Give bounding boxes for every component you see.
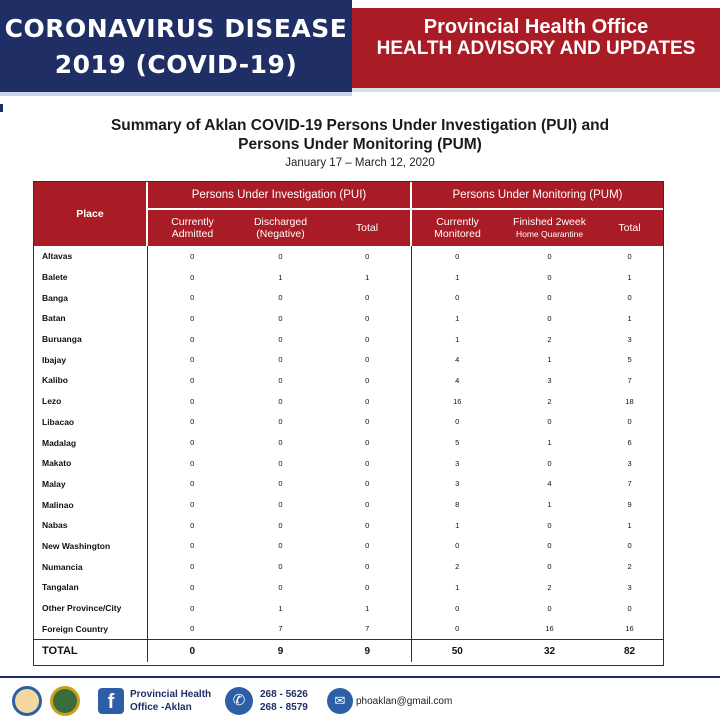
place-header: Place bbox=[34, 182, 147, 246]
footer-divider bbox=[0, 676, 720, 678]
pui-discharged-cell: 0 bbox=[278, 438, 283, 448]
email-address: phoaklan@gmail.com bbox=[356, 696, 453, 707]
pui-discharged-cell: 0 bbox=[278, 417, 283, 427]
document-title-line2: Persons Under Monitoring (PUM) bbox=[238, 136, 482, 153]
table-row bbox=[34, 370, 663, 391]
pui-discharged-cell: 0 bbox=[278, 562, 283, 572]
pui-currently-admitted-cell: 0 bbox=[147, 640, 237, 663]
pum-finished-quarantine-cell: 3 bbox=[547, 375, 552, 385]
pum-total-cell: 7 bbox=[627, 479, 632, 489]
table-row bbox=[34, 577, 663, 598]
place-name: Altavas bbox=[34, 246, 147, 267]
pum-currently-monitored-cell: 0 bbox=[455, 541, 460, 551]
pum-finished-quarantine-cell: 16 bbox=[545, 624, 554, 634]
pui-currently-admitted-cell: 0 bbox=[190, 396, 195, 406]
pum-total-cell: 5 bbox=[627, 355, 632, 365]
covid-title-banner bbox=[0, 0, 352, 96]
table-row bbox=[34, 474, 663, 495]
pui-discharged-cell: 0 bbox=[278, 375, 283, 385]
phone-icon: ✆ bbox=[225, 687, 253, 715]
pui-currently-admitted-cell: 0 bbox=[190, 582, 195, 592]
pum-currently-monitored-cell: 1 bbox=[455, 520, 460, 530]
col-finished-quarantine bbox=[503, 209, 596, 246]
pum-group-header: Persons Under Monitoring (PUM) bbox=[411, 182, 663, 209]
header bbox=[0, 0, 720, 100]
pum-total-cell: 16 bbox=[625, 624, 634, 634]
place-name: Buruanga bbox=[34, 329, 147, 350]
table-row bbox=[34, 618, 663, 639]
place-name: Makato bbox=[34, 453, 147, 474]
pui-discharged-cell: 0 bbox=[278, 334, 283, 344]
col-discharged-line2: (Negative) bbox=[256, 228, 305, 240]
pui-discharged-cell: 0 bbox=[278, 251, 283, 261]
table-row bbox=[34, 349, 663, 370]
pum-currently-monitored-cell: 8 bbox=[455, 500, 460, 510]
table-row bbox=[34, 598, 663, 619]
pum-total-cell: 0 bbox=[627, 251, 632, 261]
col-currently-monitored-line1: Currently bbox=[436, 216, 479, 228]
banner-title-line1: CORONAVIRUS DISEASE bbox=[4, 14, 348, 43]
place-name: Tangalan bbox=[34, 577, 147, 598]
table-row bbox=[34, 556, 663, 577]
facebook-page-line2: Office -Aklan bbox=[130, 702, 192, 713]
pui-discharged-cell: 0 bbox=[278, 582, 283, 592]
pum-finished-quarantine-cell: 1 bbox=[547, 438, 552, 448]
table-row bbox=[34, 412, 663, 433]
pum-currently-monitored-cell: 0 bbox=[455, 624, 460, 634]
total-label: TOTAL bbox=[34, 640, 147, 663]
office-name: Provincial Health Office bbox=[423, 16, 649, 38]
pui-discharged-cell: 0 bbox=[278, 293, 283, 303]
pui-total-cell: 0 bbox=[324, 515, 411, 536]
pui-total-cell: 7 bbox=[324, 618, 411, 639]
pum-currently-monitored-cell: 3 bbox=[455, 458, 460, 468]
pum-currently-monitored-cell: 4 bbox=[455, 355, 460, 365]
pum-total-cell: 0 bbox=[627, 603, 632, 613]
pui-currently-admitted-cell: 0 bbox=[190, 313, 195, 323]
pum-currently-monitored-cell: 1 bbox=[455, 334, 460, 344]
province-seal-icon bbox=[12, 686, 42, 716]
place-name: Nabas bbox=[34, 515, 147, 536]
col-currently-admitted bbox=[147, 209, 237, 246]
date-range: January 17 – March 12, 2020 bbox=[285, 157, 435, 169]
pui-discharged-cell: 0 bbox=[278, 500, 283, 510]
pui-currently-admitted-cell: 0 bbox=[190, 438, 195, 448]
pui-total-cell: 0 bbox=[324, 370, 411, 391]
place-name: Malinao bbox=[34, 494, 147, 515]
pum-total-cell: 3 bbox=[627, 334, 632, 344]
pui-discharged-cell: 9 bbox=[237, 640, 324, 663]
pui-discharged-cell: 0 bbox=[278, 396, 283, 406]
pui-discharged-cell: 0 bbox=[278, 313, 283, 323]
pum-finished-quarantine-cell: 4 bbox=[547, 479, 552, 489]
pum-total-cell: 18 bbox=[625, 396, 634, 406]
document-title-line1: Summary of Aklan COVID-19 Persons Under Investigation (PUI) and bbox=[110, 117, 610, 134]
table-row bbox=[34, 432, 663, 453]
banner-title-line2: 2019 (COVID-19) bbox=[54, 50, 298, 79]
place-name: Kalibo bbox=[34, 370, 147, 391]
pui-total-cell: 9 bbox=[324, 640, 411, 663]
col-discharged bbox=[237, 209, 324, 246]
pum-total-cell: 7 bbox=[627, 375, 632, 385]
col-pui-total: Total bbox=[324, 209, 411, 246]
pum-currently-monitored-cell: 0 bbox=[455, 293, 460, 303]
pum-finished-quarantine-cell: 0 bbox=[547, 603, 552, 613]
pui-currently-admitted-cell: 0 bbox=[190, 479, 195, 489]
place-name: Malay bbox=[34, 474, 147, 495]
pum-total-cell: 9 bbox=[627, 500, 632, 510]
table-row bbox=[34, 267, 663, 288]
pum-total-cell: 1 bbox=[627, 272, 632, 282]
table-row bbox=[34, 536, 663, 557]
pui-currently-admitted-cell: 0 bbox=[190, 334, 195, 344]
pum-currently-monitored-cell: 4 bbox=[455, 375, 460, 385]
health-office-seal-icon bbox=[50, 686, 80, 716]
pum-currently-monitored-cell: 1 bbox=[455, 313, 460, 323]
advisory-title: HEALTH ADVISORY AND UPDATES bbox=[376, 38, 696, 59]
pui-discharged-cell: 0 bbox=[278, 541, 283, 551]
pui-currently-admitted-cell: 0 bbox=[190, 251, 195, 261]
place-name: Numancia bbox=[34, 556, 147, 577]
pui-total-cell: 0 bbox=[324, 329, 411, 350]
pum-total-cell: 1 bbox=[627, 520, 632, 530]
pum-currently-monitored-cell: 1 bbox=[455, 272, 460, 282]
place-name: Libacao bbox=[34, 412, 147, 433]
place-name: Madalag bbox=[34, 432, 147, 453]
pum-finished-quarantine-cell: 2 bbox=[547, 334, 552, 344]
pui-total-cell: 0 bbox=[324, 494, 411, 515]
pui-total-cell: 0 bbox=[324, 287, 411, 308]
facebook-page-line1: Provincial Health bbox=[130, 689, 212, 700]
pui-group-header: Persons Under Investigation (PUI) bbox=[147, 182, 411, 209]
table-row bbox=[34, 494, 663, 515]
phone-number-2: 268 - 8579 bbox=[260, 702, 308, 713]
pum-currently-monitored-cell: 0 bbox=[455, 251, 460, 261]
place-name: New Washington bbox=[34, 536, 147, 557]
pum-finished-quarantine-cell: 0 bbox=[547, 417, 552, 427]
document-title bbox=[60, 116, 660, 154]
pui-currently-admitted-cell: 0 bbox=[190, 562, 195, 572]
pui-currently-admitted-cell: 0 bbox=[190, 541, 195, 551]
pum-finished-quarantine-cell: 0 bbox=[547, 458, 552, 468]
col-finished-quarantine-line2: Home Quarantine bbox=[515, 229, 584, 239]
pum-total-cell: 0 bbox=[627, 293, 632, 303]
facebook-icon: f bbox=[98, 688, 124, 714]
pui-total-cell: 0 bbox=[324, 308, 411, 329]
pui-total-cell: 0 bbox=[324, 432, 411, 453]
pum-total-cell: 2 bbox=[627, 562, 632, 572]
pui-discharged-cell: 7 bbox=[278, 624, 283, 634]
pum-total-cell: 3 bbox=[627, 458, 632, 468]
pum-finished-quarantine-cell: 0 bbox=[547, 520, 552, 530]
pui-total-cell: 0 bbox=[324, 536, 411, 557]
pui-currently-admitted-cell: 0 bbox=[190, 355, 195, 365]
pui-total-cell: 1 bbox=[324, 598, 411, 619]
pum-total-cell: 0 bbox=[627, 541, 632, 551]
col-finished-quarantine-line1: Finished 2week bbox=[513, 216, 586, 228]
pui-discharged-cell: 1 bbox=[278, 603, 283, 613]
pum-total-cell: 82 bbox=[596, 640, 663, 663]
pui-total-cell: 1 bbox=[324, 267, 411, 288]
pum-finished-quarantine-cell: 0 bbox=[547, 251, 552, 261]
table-row bbox=[34, 246, 663, 267]
pui-currently-admitted-cell: 0 bbox=[190, 272, 195, 282]
pui-currently-admitted-cell: 0 bbox=[190, 520, 195, 530]
table-row bbox=[34, 287, 663, 308]
summary-table-container bbox=[33, 181, 664, 666]
place-name: Banga bbox=[34, 287, 147, 308]
table-row bbox=[34, 515, 663, 536]
pui-discharged-cell: 1 bbox=[278, 272, 283, 282]
table-row bbox=[34, 453, 663, 474]
pum-finished-quarantine-cell: 2 bbox=[547, 582, 552, 592]
pui-total-cell: 0 bbox=[324, 391, 411, 412]
table-row bbox=[34, 308, 663, 329]
pui-discharged-cell: 0 bbox=[278, 479, 283, 489]
pui-discharged-cell: 0 bbox=[278, 520, 283, 530]
summary-table bbox=[34, 182, 663, 662]
place-name: Batan bbox=[34, 308, 147, 329]
pum-currently-monitored-cell: 5 bbox=[455, 438, 460, 448]
pum-currently-monitored-cell: 0 bbox=[455, 603, 460, 613]
pui-discharged-cell: 0 bbox=[278, 355, 283, 365]
place-name: Lezo bbox=[34, 391, 147, 412]
pum-finished-quarantine-cell: 32 bbox=[503, 640, 596, 663]
place-name: Balete bbox=[34, 267, 147, 288]
total-row bbox=[34, 640, 663, 663]
table-row bbox=[34, 329, 663, 350]
pum-currently-monitored-cell: 50 bbox=[411, 640, 503, 663]
pum-finished-quarantine-cell: 0 bbox=[547, 293, 552, 303]
pui-currently-admitted-cell: 0 bbox=[190, 624, 195, 634]
pui-total-cell: 0 bbox=[324, 246, 411, 267]
pum-currently-monitored-cell: 2 bbox=[455, 562, 460, 572]
table-row bbox=[34, 391, 663, 412]
pui-currently-admitted-cell: 0 bbox=[190, 417, 195, 427]
place-name: Foreign Country bbox=[34, 618, 147, 639]
pum-total-cell: 0 bbox=[627, 417, 632, 427]
col-discharged-line1: Discharged bbox=[253, 216, 308, 228]
pum-finished-quarantine-cell: 0 bbox=[547, 541, 552, 551]
pui-discharged-cell: 0 bbox=[278, 458, 283, 468]
table-body bbox=[34, 246, 663, 662]
pui-currently-admitted-cell: 0 bbox=[190, 458, 195, 468]
col-currently-monitored-line2: Monitored bbox=[434, 228, 481, 240]
email-icon: ✉ bbox=[327, 688, 353, 714]
phone-number-1: 268 - 5626 bbox=[260, 689, 308, 700]
pum-finished-quarantine-cell: 2 bbox=[547, 396, 552, 406]
pui-total-cell: 0 bbox=[324, 556, 411, 577]
divider bbox=[0, 104, 3, 112]
pum-finished-quarantine-cell: 1 bbox=[547, 500, 552, 510]
pui-currently-admitted-cell: 0 bbox=[190, 375, 195, 385]
pui-total-cell: 0 bbox=[324, 349, 411, 370]
pum-currently-monitored-cell: 3 bbox=[455, 479, 460, 489]
banner-shadow bbox=[352, 88, 720, 92]
pum-total-cell: 3 bbox=[627, 582, 632, 592]
pui-currently-admitted-cell: 0 bbox=[190, 500, 195, 510]
place-name: Other Province/City bbox=[34, 598, 147, 619]
pum-currently-monitored-cell: 16 bbox=[453, 396, 462, 406]
pum-finished-quarantine-cell: 1 bbox=[547, 355, 552, 365]
pum-currently-monitored-cell: 1 bbox=[455, 582, 460, 592]
pui-currently-admitted-cell: 0 bbox=[190, 293, 195, 303]
pui-currently-admitted-cell: 0 bbox=[190, 603, 195, 613]
advisory-banner bbox=[352, 8, 720, 88]
pui-total-cell: 0 bbox=[324, 453, 411, 474]
col-currently-admitted-line1: Currently bbox=[171, 216, 214, 228]
pum-total-cell: 6 bbox=[627, 438, 632, 448]
col-currently-admitted-line2: Admitted bbox=[171, 228, 214, 240]
pui-total-cell: 0 bbox=[324, 412, 411, 433]
pum-total-cell: 1 bbox=[627, 313, 632, 323]
place-name: Ibajay bbox=[34, 349, 147, 370]
pui-total-cell: 0 bbox=[324, 577, 411, 598]
col-currently-monitored bbox=[411, 209, 503, 246]
pum-currently-monitored-cell: 0 bbox=[455, 417, 460, 427]
pui-total-cell: 0 bbox=[324, 474, 411, 495]
pum-finished-quarantine-cell: 0 bbox=[547, 562, 552, 572]
pum-finished-quarantine-cell: 0 bbox=[547, 313, 552, 323]
col-pum-total: Total bbox=[596, 209, 663, 246]
pum-finished-quarantine-cell: 0 bbox=[547, 272, 552, 282]
